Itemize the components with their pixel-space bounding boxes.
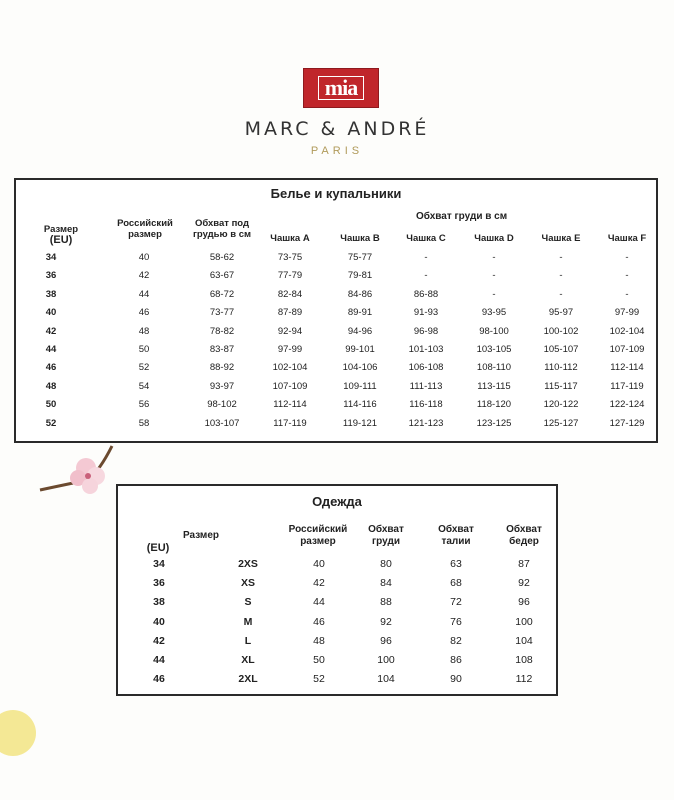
cell-eu: 46 (153, 673, 165, 686)
cell-eu: 40 (45, 307, 57, 319)
cell-size: XS (240, 577, 255, 590)
cell-hips: 112 (515, 673, 533, 686)
cell-underbust: 63-67 (209, 270, 235, 282)
cell-ru: 54 (138, 380, 150, 392)
cell-cup-a: 112-114 (273, 399, 307, 411)
cell-size: 2XS (238, 558, 258, 570)
cell-eu: 38 (45, 288, 57, 300)
cell-cup-d: 98-100 (479, 325, 509, 337)
cell-ru: 48 (313, 634, 325, 647)
cell-cup-a: 82-84 (277, 288, 303, 300)
cell-cup-e: 95-97 (548, 307, 574, 319)
cell-ru: 50 (313, 654, 325, 666)
cell-bust: 80 (380, 558, 392, 570)
cell-cup-c: - (424, 252, 428, 263)
cell-ru: 52 (138, 362, 150, 374)
cell-cup-c: 101-103 (408, 344, 444, 355)
cell-cup-f: - (625, 288, 629, 300)
cell-ru: 42 (313, 577, 325, 590)
cell-cup-f: 122-124 (609, 399, 645, 411)
table-row (16, 252, 656, 270)
cell-waist: 68 (450, 577, 462, 590)
cell-underbust: 73-77 (209, 307, 235, 319)
header-bust-group: Обхват груди в см (416, 211, 508, 222)
cell-cup-b: 94-96 (347, 325, 373, 337)
cell-bust: 88 (380, 596, 392, 609)
cell-ru: 46 (313, 615, 325, 628)
cell-waist: 76 (450, 615, 462, 628)
table-row (118, 558, 556, 576)
table-row (118, 673, 556, 691)
cell-eu: 42 (153, 634, 165, 647)
cell-waist: 72 (450, 596, 462, 609)
lingerie-table-title: Белье и купальники (270, 186, 402, 201)
cell-bust: 96 (380, 634, 392, 647)
cell-cup-a: 102-104 (272, 362, 308, 374)
cell-cup-f: 127-129 (609, 417, 645, 429)
cell-cup-b: 84-86 (347, 288, 373, 300)
cell-cup-f: 102-104 (609, 325, 645, 337)
cell-underbust: 98-102 (207, 399, 237, 411)
cell-cup-e: 100-102 (543, 325, 579, 337)
cell-cup-c: 116-118 (409, 399, 443, 411)
cherry-blossom-decoration (38, 440, 118, 500)
cell-cup-e: 115-117 (544, 380, 578, 392)
cell-cup-f: 117-119 (610, 380, 644, 392)
cell-cup-b: 99-101 (345, 344, 375, 355)
cell-ru: 42 (138, 270, 150, 282)
cell-cup-d: - (492, 270, 496, 282)
cell-cup-b: 89-91 (347, 307, 373, 319)
table-row (118, 654, 556, 672)
cell-ru: 58 (138, 417, 150, 429)
cell-eu: 34 (153, 558, 165, 570)
header-cup-d: Чашка D (474, 233, 514, 244)
cell-hips: 92 (518, 577, 530, 590)
cell-cup-c: 86-88 (413, 288, 439, 300)
yellow-flower-decoration (0, 710, 36, 756)
cell-cup-b: 79-81 (347, 270, 373, 282)
cell-hips: 96 (518, 596, 530, 609)
header-cup-e: Чашка E (541, 233, 581, 244)
cell-ru: 48 (138, 325, 150, 337)
brand-logo (303, 68, 379, 108)
cell-cup-e: - (559, 288, 563, 300)
cell-cup-a: 77-79 (277, 270, 303, 282)
cell-eu: 46 (45, 362, 57, 374)
cell-waist: 63 (450, 558, 462, 570)
cell-eu: 52 (45, 417, 57, 429)
table-row (118, 635, 556, 653)
cell-ru: 46 (138, 307, 150, 319)
cell-cup-f: 107-109 (609, 344, 645, 355)
header-underbust: Обхват под грудью в см (192, 218, 252, 240)
cell-ru: 40 (138, 252, 150, 263)
cell-bust: 84 (380, 577, 392, 590)
table-row (16, 418, 656, 436)
cell-hips: 108 (515, 654, 533, 666)
cell-bust: 100 (377, 654, 395, 666)
header-waist: Обхват талии (438, 524, 474, 547)
cell-underbust: 58-62 (209, 252, 235, 263)
cell-ru: 44 (313, 596, 325, 609)
table-row (16, 307, 656, 325)
clothing-size-table (116, 484, 558, 696)
cell-eu: 36 (45, 270, 57, 282)
lingerie-size-table (14, 178, 658, 443)
header-eu: (EU) (146, 542, 170, 554)
cell-eu: 42 (45, 325, 57, 337)
cell-cup-e: 105-107 (543, 344, 579, 355)
cell-cup-f: 97-99 (614, 307, 640, 319)
cell-cup-d: 103-105 (476, 344, 512, 355)
header-bust: Обхват груди (368, 524, 404, 547)
cell-eu: 38 (153, 596, 165, 609)
cell-eu: 48 (45, 380, 57, 392)
brand-subtitle: PARIS (310, 145, 364, 157)
cell-ru: 44 (138, 288, 150, 300)
header-ru-size: Российский размер (288, 524, 348, 547)
cell-bust: 104 (377, 673, 395, 686)
header-cup-c: Чашка C (406, 233, 446, 244)
cell-waist: 90 (450, 673, 462, 686)
cell-cup-b: 114-116 (343, 399, 377, 411)
cell-size: S (244, 596, 252, 609)
brand-name: MARC & ANDRÉ (244, 118, 430, 140)
cell-cup-b: 104-106 (342, 362, 378, 374)
cell-cup-c: 121-123 (408, 417, 444, 429)
table-row (118, 616, 556, 634)
table-row (16, 399, 656, 417)
cell-ru: 52 (313, 673, 325, 686)
table-row (118, 596, 556, 614)
cell-cup-a: 73-75 (277, 252, 303, 263)
cell-eu: 34 (45, 252, 57, 263)
cell-waist: 86 (450, 654, 462, 666)
cell-underbust: 88-92 (209, 362, 235, 374)
cell-cup-c: 96-98 (413, 325, 439, 337)
table-row (16, 362, 656, 380)
table-row (16, 381, 656, 399)
logo-text: mia (318, 76, 364, 100)
cell-cup-a: 117-119 (273, 417, 307, 429)
cell-cup-b: 119-121 (342, 417, 378, 429)
cell-ru: 56 (138, 399, 150, 411)
cell-hips: 104 (515, 634, 533, 647)
cell-bust: 92 (380, 615, 392, 628)
cell-eu: 44 (153, 654, 165, 666)
cell-cup-f: - (625, 252, 629, 263)
cell-underbust: 103-107 (204, 417, 240, 429)
clothing-table-title: Одежда (312, 494, 362, 509)
cell-cup-e: 110-112 (544, 362, 578, 374)
table-row (16, 270, 656, 288)
cell-hips: 87 (518, 558, 530, 570)
cell-cup-e: - (559, 252, 563, 263)
cell-cup-a: 107-109 (272, 380, 308, 392)
cell-cup-c: 91-93 (413, 307, 439, 319)
cell-cup-d: - (492, 288, 496, 300)
cell-cup-c: 111-113 (409, 380, 443, 392)
cell-cup-f: 112-114 (610, 362, 644, 374)
cell-cup-d: 118-120 (476, 399, 512, 411)
cell-cup-e: 120-122 (543, 399, 579, 411)
table-row (16, 326, 656, 344)
cell-ru: 40 (313, 558, 325, 570)
table-row (118, 577, 556, 595)
cell-cup-d: 123-125 (476, 417, 512, 429)
cell-size: XL (241, 654, 255, 666)
cell-size: L (244, 634, 252, 647)
cell-cup-c: - (424, 270, 428, 282)
header-cup-a: Чашка A (270, 233, 310, 244)
cell-underbust: 93-97 (209, 380, 235, 392)
cell-cup-d: 108-110 (476, 362, 512, 374)
cell-cup-f: - (625, 270, 629, 282)
header-cup-f: Чашка F (607, 233, 647, 244)
cell-cup-a: 97-99 (277, 344, 303, 355)
cell-cup-d: - (492, 252, 496, 263)
cell-hips: 100 (515, 615, 533, 628)
cell-cup-a: 87-89 (277, 307, 303, 319)
cell-eu: 40 (153, 615, 165, 628)
cell-cup-b: 109-111 (343, 380, 377, 392)
cell-underbust: 68-72 (209, 288, 235, 300)
table-row (16, 289, 656, 307)
cell-cup-e: 125-127 (543, 417, 579, 429)
table-row (16, 344, 656, 362)
cell-size: M (243, 615, 253, 628)
cell-cup-a: 92-94 (277, 325, 303, 337)
cell-ru: 50 (138, 344, 150, 355)
header-cup-b: Чашка B (340, 233, 380, 244)
cell-size: 2XL (238, 673, 258, 686)
cell-eu: 36 (153, 577, 165, 590)
cell-waist: 82 (450, 634, 462, 647)
cell-cup-b: 75-77 (347, 252, 373, 263)
cell-underbust: 83-87 (209, 344, 235, 355)
header-hips: Обхват бедер (506, 524, 542, 547)
cell-cup-d: 93-95 (481, 307, 507, 319)
cell-eu: 50 (45, 399, 57, 411)
cell-cup-e: - (559, 270, 563, 282)
header-eu-size: Размер (EU) (43, 224, 79, 246)
cell-underbust: 78-82 (209, 325, 235, 337)
cell-cup-c: 106-108 (408, 362, 444, 374)
cell-eu: 44 (45, 344, 57, 355)
cell-cup-d: 113-115 (477, 380, 511, 392)
header-ru-size: Российский размер (117, 218, 173, 240)
header-size: Размер (182, 530, 219, 541)
